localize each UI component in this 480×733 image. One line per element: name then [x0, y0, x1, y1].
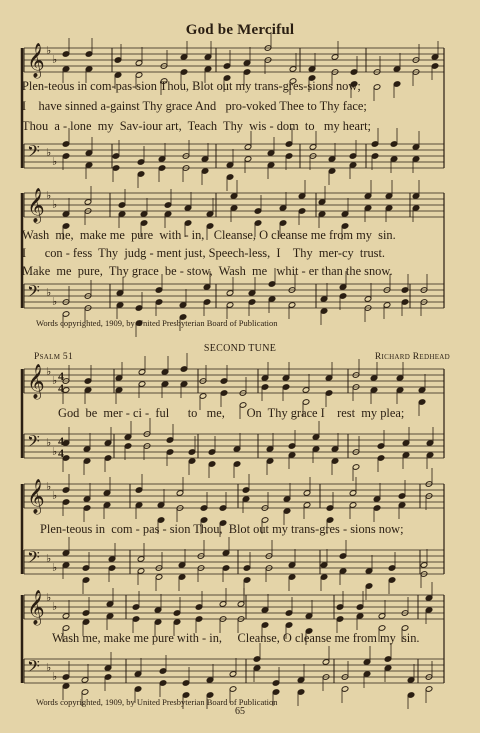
flat-sign: ♭: [52, 375, 58, 387]
flat-sign: ♭: [52, 562, 58, 574]
time-signature-bottom: 4: [58, 381, 64, 395]
bass-clef: 𝄢: [27, 547, 40, 571]
lyric-tune2-line-1: God be mer - ci - ful to me, On Thy grace I rest my plea;: [58, 406, 405, 420]
flat-sign: ♭: [46, 147, 52, 159]
flat-sign: ♭: [46, 481, 52, 493]
treble-clef: 𝄞: [27, 188, 45, 223]
flat-sign: ♭: [46, 662, 52, 674]
flat-sign: ♭: [46, 553, 52, 565]
flat-sign: ♭: [46, 437, 52, 449]
composer-name: Richard Redhead: [374, 352, 450, 362]
flat-sign: ♭: [46, 287, 52, 299]
lyric-verse-2-line-1: I have sinned a-gainst Thy grace And pro-voked Thee to Thy face;: [22, 99, 367, 113]
flat-sign: ♭: [52, 490, 58, 502]
flat-sign: ♭: [52, 671, 58, 683]
treble-clef: 𝄞: [27, 479, 45, 514]
flat-sign: ♭: [46, 190, 52, 202]
flat-sign: ♭: [52, 296, 58, 308]
time-signature-bottom: 4: [58, 446, 64, 460]
bass-clef: 𝄢: [27, 281, 40, 305]
flat-sign: ♭: [46, 366, 52, 378]
flat-sign: ♭: [52, 156, 58, 168]
flat-sign: ♭: [52, 199, 58, 211]
copyright-notice-2: Words copyrighted, 1909, by United Presbyterian Board of Publication: [36, 697, 278, 707]
lyric-tune2-line-2: Plen-teous in com - pas - sion Thou, Blot out my trans-gres - sions now;: [40, 522, 404, 536]
flat-sign: ♭: [52, 601, 58, 613]
hymn-title: God be Merciful: [185, 22, 295, 38]
lyric-verse-2-line-2: I con - fess Thy judg - ment just, Speech-less, I Thy mer-cy trust.: [22, 246, 386, 260]
lyric-verse-1-line-2: Wash me, make me pure with - in, Cleanse, O cleanse me from my sin.: [22, 228, 396, 242]
lyric-verse-3-line-2: Make me pure, Thy grace be - stow, Wash me whit - er than the snow.: [22, 264, 393, 278]
bass-clef: 𝄢: [27, 431, 40, 455]
time-signature-top: 4: [58, 434, 64, 448]
treble-clef: 𝄞: [27, 43, 45, 78]
second-tune-heading: SECOND TUNE: [203, 343, 277, 354]
flat-sign: ♭: [46, 592, 52, 604]
lyric-tune2-line-3: Wash me, make me pure with - in, Cleanse, O cleanse me from my sin.: [52, 631, 420, 645]
time-signature-top: 4: [58, 369, 64, 383]
treble-clef: 𝄞: [27, 590, 45, 625]
treble-clef: 𝄞: [27, 364, 45, 399]
lyric-verse-1-line-1: Plen-teous in com-pas-sion Thou, Blot out my trans-gres-sions now;: [22, 79, 361, 93]
flat-sign: ♭: [52, 446, 58, 458]
bass-clef: 𝄢: [27, 656, 40, 680]
psalm-reference: Psalm 51: [34, 352, 74, 362]
flat-sign: ♭: [46, 45, 52, 57]
page-number: 65: [235, 706, 245, 717]
flat-sign: ♭: [52, 54, 58, 66]
copyright-notice-1: Words copyrighted, 1909, by United Presbyterian Board of Publication: [36, 318, 278, 328]
lyric-verse-3-line-1: Thou a - lone my Sav-iour art, Teach Thy wis - dom to my heart;: [22, 119, 371, 133]
bass-clef: 𝄢: [27, 141, 40, 165]
